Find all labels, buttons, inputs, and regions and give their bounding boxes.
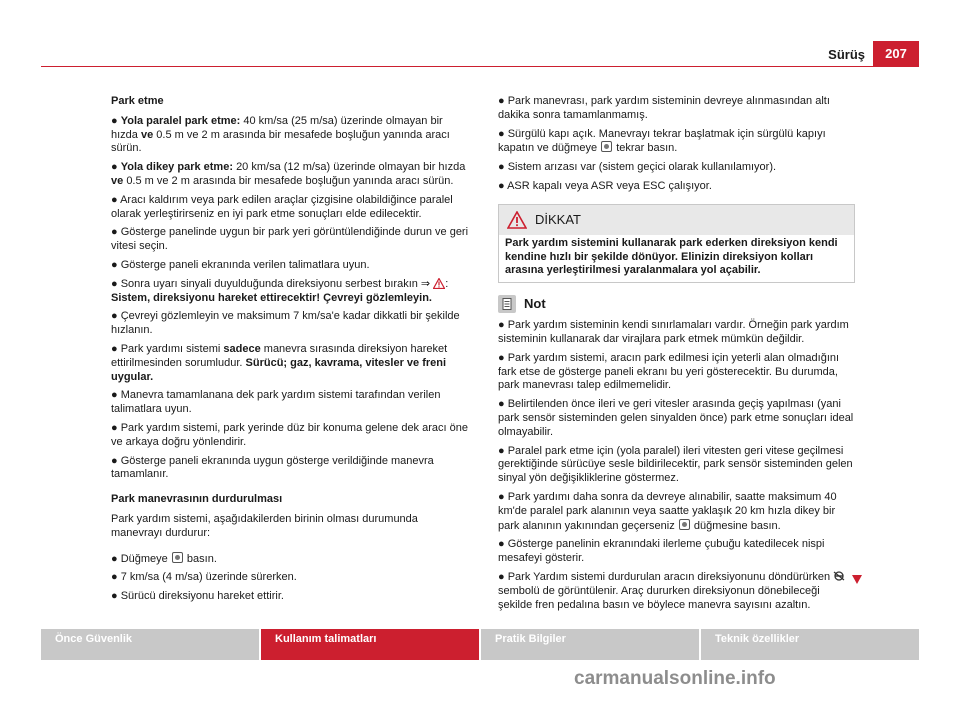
- right-column: [498, 95, 855, 617]
- section-title: Sürüş: [828, 47, 865, 62]
- stop-button: ● Düğmeye basın.: [111, 552, 217, 565]
- bullet-sliding-door: ● Sürgülü kapı açık. Manevrayı tekrar başlatmak için sürgülü kapıyı kapatın ve düğmeye tekrar basın.: [498, 127, 826, 155]
- bullet-accelerate: ● Çevreyi gözlemleyin ve maksimum 7 km/sa'e kadar dikkatli bir şekilde hızlanın.: [111, 310, 460, 337]
- warning-triangle-icon: [433, 278, 445, 289]
- note-space: ● Park yardım sistemi, aracın park edilmesi için yeterli alan olmadığını fark etse de gösterge paneli ekranı bu yeri gösterecektir. Bu durumda, park manevrası talep edilmemelidir.: [498, 351, 840, 392]
- bullet-parallel: ● Yola paralel park etme: 40 km/sa (25 m/sa) üzerinde olmayan bir hızda ve 0.5 m ve 2 m arasında bir mesafede boşluğun yanında aracı sürün.: [111, 114, 450, 155]
- warning-triangle-icon: [507, 211, 527, 229]
- note-parallel: ● Paralel park etme için (yola paralel) ileri vitesten geri vitese geçilmesi gerektiğinde sürücüye sesle bildirilecektir, park sensör sisteminden gelen sinyal yön değişikliklerine göstermez.: [498, 444, 853, 485]
- bullet-guides: ● Park yardım sistemi, park yerinde düz bir konuma gelene dek aracı öne ve arkaya doğru yönlendirir.: [111, 421, 468, 448]
- warning-text: Park yardım sistemini kullanarak park ederken direksiyon kendi kendine hızlı bir şekilde dönüyor. Elinizin direksiyon kolları arasına yerleştirilmesi yaralanmalara yol açabilir.: [505, 236, 838, 277]
- bullet-responsibility: ● Park yardımı sistemi sadece manevra sırasında direksiyon hareket ettirilmesinden sorumludur. Sürücü; gaz, kavrama, vitesler ve freni uygular.: [111, 342, 448, 383]
- warning-title: DİKKAT: [535, 211, 581, 227]
- bullet-stop-reverse: ● Gösterge panelinde uygun bir park yeri görüntülendiğinde durun ve geri vitesi seçin.: [111, 226, 469, 253]
- tab-technical-data[interactable]: Teknik özellikler: [701, 629, 919, 660]
- note-progress: ● Gösterge panelinin ekranındaki ilerleme çubuğu katedilecek nispi mesafeyi gösterir.: [498, 538, 825, 565]
- tab-operating-instructions[interactable]: Kullanım talimatları: [261, 629, 479, 660]
- note-title: Not: [524, 296, 546, 312]
- heading-park: Park etme: [111, 95, 164, 107]
- stop-speed: ● 7 km/sa (4 m/sa) üzerinde sürerken.: [111, 571, 297, 584]
- heading-stop: Park manevrasının durdurulması: [111, 493, 283, 506]
- footer-tabs: [41, 629, 919, 660]
- bullet-timeout: ● Park manevrası, park yardım sisteminin devreye alınmasından altı dakika sonra tamamlanmamış.: [498, 95, 830, 121]
- bullet-follow: ● Manevra tamamlanana dek park yardım sistemi tarafından verilen talimatlara uyun.: [111, 389, 441, 416]
- tab-safety[interactable]: Önce Güvenlik: [41, 629, 259, 660]
- stop-driver: ● Sürücü direksiyonu hareket ettirir.: [111, 590, 284, 603]
- note-later-activation: ● Park yardımı daha sonra da devreye alınabilir, saatte maksimum 40 km'de paralel park alanının veya saatte yaklaşık 20 km hızla dikey bir park alanının yakınından geçerseniz düğmesine basın.: [498, 490, 837, 532]
- bullet-fault: ● Sistem arızası var (sistem geçici olarak kullanılamıyor).: [498, 161, 777, 174]
- header-divider: [41, 66, 919, 67]
- note-limitations: ● Park yardım sisteminin kendi sınırlamaları vardır. Örneğin park yardım sisteminin kullanarak dar virajlara park etmek mümkün değildir.: [498, 319, 849, 345]
- bullet-release-wheel: ● Sonra uyarı sinyali duyulduğunda direksiyonu serbest bırakın ⇒ : Sistem, direksiyonu hareket ettirecektir! Çevreyi gözlemleyin.: [111, 277, 449, 304]
- left-column: [111, 95, 471, 609]
- stop-intro: Park yardım sistemi, aşağıdakilerden birinin olması durumunda manevrayı durdurur:: [111, 512, 418, 539]
- note-icon: [498, 295, 516, 313]
- note-gear-change: ● Belirtilenden önce ileri ve geri vitesler arasında geçiş yapılması (yani park sensör sisteminden gelen sinyalden önce) park etme sonuçları ideal olmayabilir.: [498, 398, 854, 438]
- warning-box: [498, 204, 855, 283]
- steering-wheel-icon: [833, 571, 845, 581]
- page-number: 207: [873, 41, 919, 67]
- watermark: carmanualsonline.info: [574, 668, 776, 689]
- continue-arrow-icon: [852, 575, 862, 584]
- bullet-perpendicular: ● Yola dikey park etme: 20 km/sa (12 m/sa) üzerinde olmayan bir hızda ve 0.5 m ve 2 m arasında bir mesafede boşluğun yanında aracı sürün.: [111, 161, 466, 187]
- park-assist-button-icon: [679, 519, 690, 530]
- park-assist-button-icon: [172, 552, 183, 563]
- bullet-kerb: ● Aracı kaldırım veya park edilen araçlar çizgisine olabildiğince paralel olarak yerleştirirseniz en iyi park etme sonuçları elde edilecektir.: [111, 193, 453, 220]
- bullet-instructions: ● Gösterge paneli ekranında verilen talimatlara uyun.: [111, 258, 370, 271]
- bullet-complete: ● Gösterge paneli ekranında uygun gösterge verildiğinde manevra tamamlanır.: [111, 454, 434, 481]
- bullet-asr: ● ASR kapalı veya ASR veya ESC çalışıyor.: [498, 179, 712, 192]
- warning-header: [499, 205, 854, 235]
- note-steering-symbol: ● Park Yardım sistemi durdurulan aracın direksiyonunu döndürürken sembolü de görüntülenir. Araç dururken direksiyonun dönebileceği şekilde fren pedalına basın ve böylece manevra sayısını azaltın.: [498, 571, 855, 612]
- tab-practical-info[interactable]: Pratik Bilgiler: [481, 629, 699, 660]
- park-assist-button-icon: [601, 141, 612, 152]
- note-header: [498, 295, 855, 313]
